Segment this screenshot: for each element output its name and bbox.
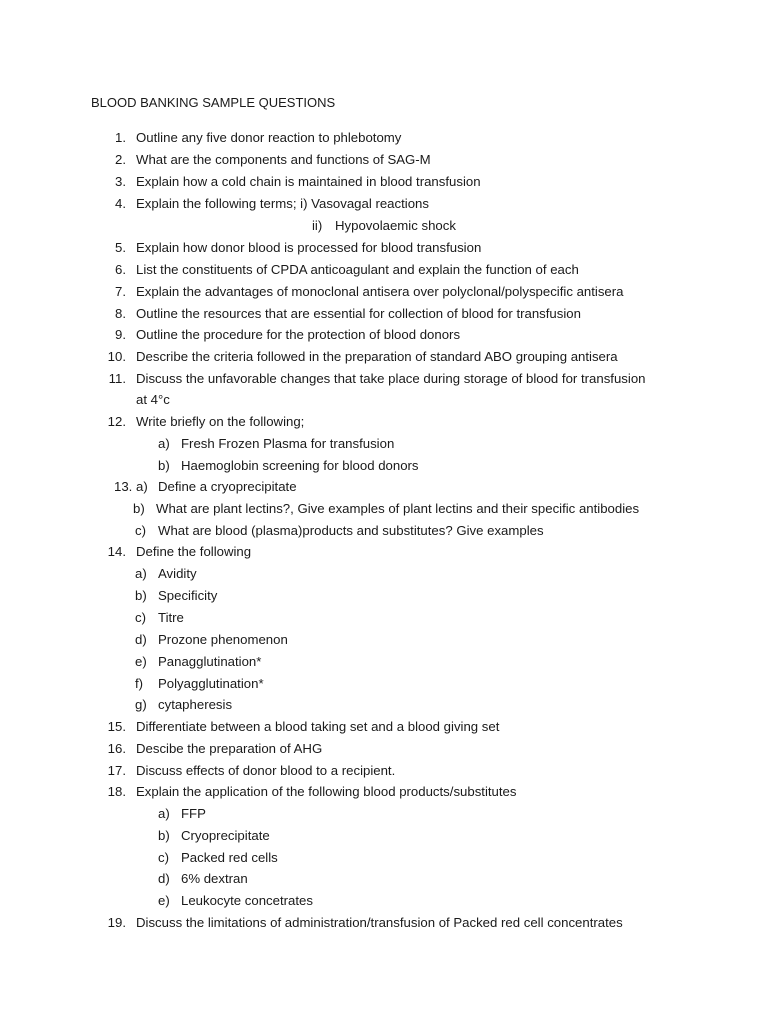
question-text: Explain the advantages of monoclonal antisera over polyclonal/polyspecific antisera [136,284,624,299]
question-text: Cryoprecipitate [181,828,270,843]
question-text: Differentiate between a blood taking set and a blood giving set [136,719,500,734]
question-text: Describe the criteria followed in the preparation of standard ABO grouping antisera [136,349,618,364]
question-text: Discuss the unfavorable changes that take place during storage of blood for transfusion [136,371,646,386]
question-text: Prozone phenomenon [158,632,288,647]
question-text: at 4°c [136,392,170,407]
question-marker: 13. a) [114,479,148,494]
question-text: Explain the following terms; i) Vasovagal reactions [136,196,429,211]
question-marker: a) [135,566,147,581]
question-marker: 18. [107,784,126,799]
question-marker: b) [135,588,147,603]
question-marker: 3. [115,174,126,189]
question-marker: b) [133,501,145,516]
question-marker: 16. [107,741,126,756]
question-marker: e) [135,654,147,669]
question-text: Discuss effects of donor blood to a recipient. [136,763,396,778]
question-text: FFP [181,806,206,821]
question-text: Titre [158,610,184,625]
question-marker: c) [135,610,146,625]
question-text: Define the following [136,544,252,559]
question-text: Write briefly on the following; [136,414,305,429]
question-marker: 7. [115,284,126,299]
question-text: Discuss the limitations of administration/transfusion of Packed red cell concentrates [136,915,623,930]
question-marker: 15. [107,719,126,734]
question-marker: 2. [115,152,126,167]
question-text: Specificity [158,588,218,603]
question-text: Fresh Frozen Plasma for transfusion [181,436,395,451]
question-marker: g) [135,697,147,712]
question-text: Hypovolaemic shock [335,218,456,233]
question-text: Define a cryoprecipitate [158,479,297,494]
question-marker: ii) [312,218,323,233]
question-text: Descibe the preparation of AHG [136,741,323,756]
question-marker: a) [158,806,170,821]
question-marker: f) [135,676,144,691]
question-text: Avidity [158,566,197,581]
question-marker: c) [135,523,146,538]
question-text: Outline the procedure for the protection of blood donors [136,327,461,342]
question-text: Outline any five donor reaction to phlebotomy [136,130,402,145]
question-marker: e) [158,893,170,908]
question-marker: 19. [107,915,126,930]
question-marker: 4. [115,196,126,211]
question-marker: d) [158,871,170,886]
document-title: BLOOD BANKING SAMPLE QUESTIONS [91,95,336,110]
question-text: Explain how donor blood is processed for blood transfusion [136,240,482,255]
question-marker: 17. [107,763,126,778]
question-marker: 14. [107,544,126,559]
question-marker: b) [158,828,170,843]
question-marker: d) [135,632,147,647]
question-marker: a) [158,436,170,451]
question-marker: b) [158,458,170,473]
question-marker: 9. [115,327,126,342]
question-text: Explain the application of the following blood products/substitutes [136,784,517,799]
question-marker: 12. [107,414,126,429]
question-text: Packed red cells [181,850,278,865]
question-marker: 11. [108,371,126,386]
question-text: What are plant lectins?, Give examples of plant lectins and their specific antibodies [156,501,640,516]
question-text: Outline the resources that are essential for collection of blood for transfusion [136,306,581,321]
question-text: Explain how a cold chain is maintained in blood transfusion [136,174,481,189]
question-marker: 8. [115,306,126,321]
question-text: cytapheresis [158,697,233,712]
question-text: What are the components and functions of SAG-M [136,152,431,167]
question-text: Panagglutination* [158,654,262,669]
question-text: Leukocyte concetrates [181,893,313,908]
question-text: List the constituents of CPDA anticoagulant and explain the function of each [136,262,579,277]
question-marker: 5. [115,240,126,255]
question-marker: 6. [115,262,126,277]
question-text: Polyagglutination* [158,676,264,691]
question-text: Haemoglobin screening for blood donors [181,458,419,473]
question-text: 6% dextran [181,871,248,886]
question-marker: 1. [115,130,126,145]
question-marker: c) [158,850,169,865]
question-marker: 10. [107,349,126,364]
question-text: What are blood (plasma)products and substitutes? Give examples [158,523,544,538]
